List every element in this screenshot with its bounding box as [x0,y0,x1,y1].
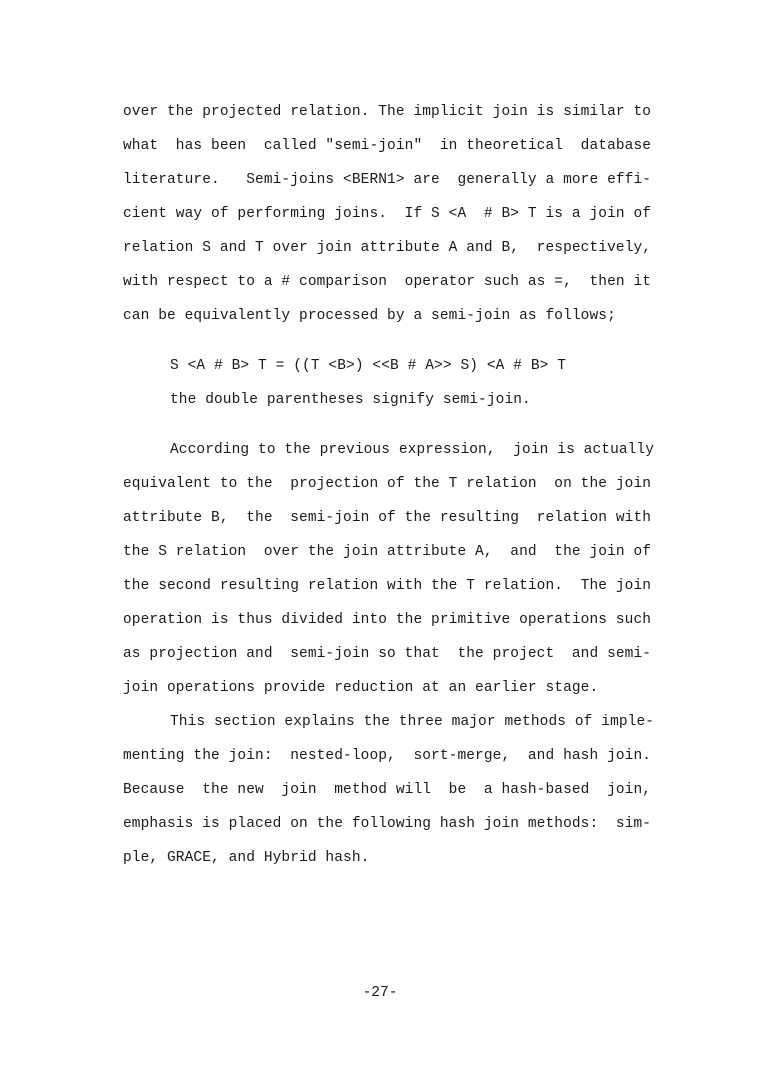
paragraph1-line: can be equivalently processed by a semi-join as follows; [123,308,616,324]
paragraph2-line: join operations provide reduction at an earlier stage. [123,680,599,696]
paragraph3-line: Because the new join method will be a hash-based join, [123,782,652,798]
paragraph3-line: emphasis is placed on the following hash join methods: sim- [123,816,652,832]
paragraph1-line: relation S and T over join attribute A and B, respectively, [123,240,652,256]
paragraph2-line: According to the previous expression, join is actually [170,442,655,458]
paragraph2-line: the second resulting relation with the T relation. The join [123,578,652,594]
paragraph2-line: as projection and semi-join so that the project and semi- [123,646,652,662]
semi-join-formula: S <A # B> T = ((T <B>) <<B # A>> S) <A # B> T [170,358,567,374]
paragraph2-line: operation is thus divided into the primitive operations such [123,612,652,628]
paragraph2-line: attribute B, the semi-join of the resulting relation with [123,510,652,526]
paragraph1-line: literature. Semi-joins <BERN1> are generally a more effi- [123,172,652,188]
paragraph1-line: over the projected relation. The implicit join is similar to [123,104,652,120]
paragraph3-line: ple, GRACE, and Hybrid hash. [123,850,370,866]
paragraph3-line: This section explains the three major methods of imple- [170,714,655,730]
paragraph2-line: equivalent to the projection of the T relation on the join [123,476,652,492]
paragraph1-line: what has been called "semi-join" in theoretical database [123,138,652,154]
paragraph3-line: menting the join: nested-loop, sort-merge, and hash join. [123,748,652,764]
paragraph1-line: cient way of performing joins. If S <A # B> T is a join of [123,206,652,222]
page-number: -27- [362,985,398,1001]
formula-note: the double parentheses signify semi-join. [170,392,531,408]
paragraph2-line: the S relation over the join attribute A, and the join of [123,544,652,560]
paragraph1-line: with respect to a # comparison operator such as =, then it [123,274,652,290]
